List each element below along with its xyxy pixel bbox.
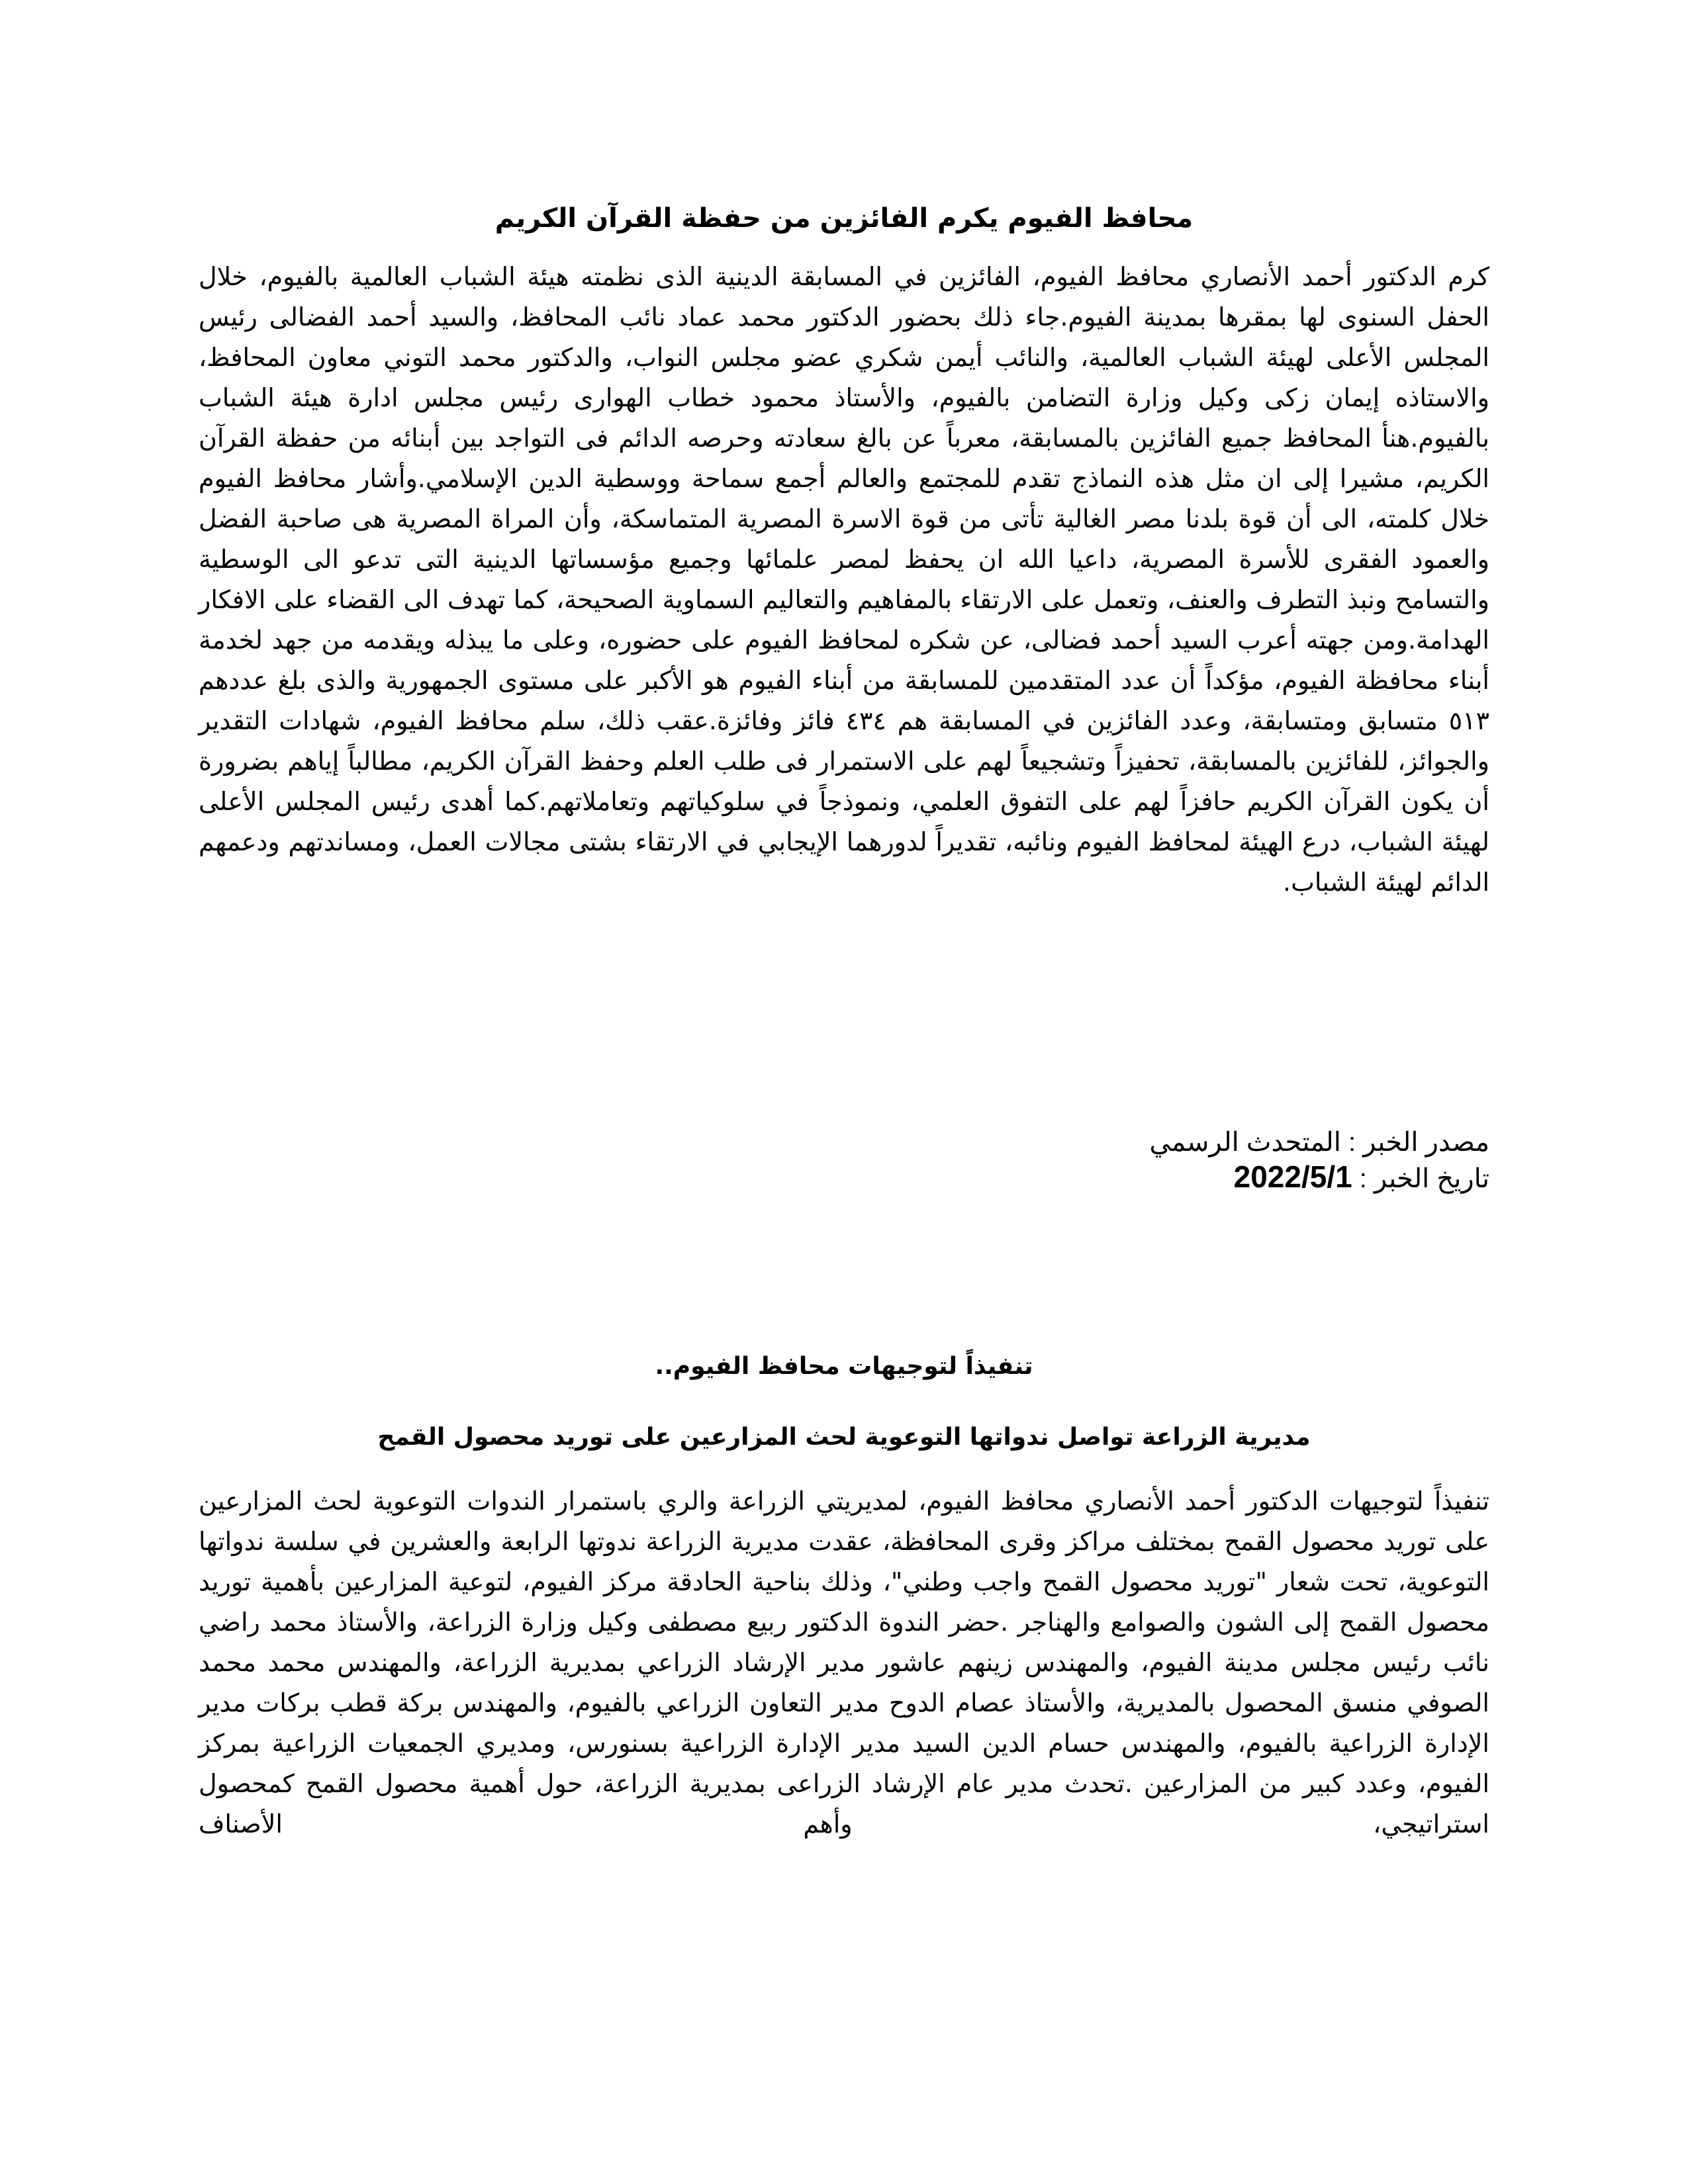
article2-kicker: تنفيذاً لتوجيهات محافظ الفيوم.. (655, 1353, 1033, 1380)
news-date-line (1149, 1160, 1489, 1196)
article1-source-block (1149, 1125, 1489, 1196)
news-date-label: تاريخ الخبر : (1352, 1164, 1489, 1193)
article2-body: تنفيذاً لتوجيهات الدكتور أحمد الأنصاري محافظ الفيوم، لمديريتي الزراعة والري باستمرار الندوات التوعوية لحث المزارعين على توريد محصول القمح بمختلف مراكز وقرى المحافظة، عقدت مديرية الزراعة ندوتها الرابعة والعشرين في سلسة ندواتها التوعوية، تحت شعار "توريد محصول القمح واجب وطني"، وذلك بناحية الحادقة مركز الفيوم، لتوعية المزارعين بأهمية توريد محصول القمح إلى الشون والصوامع والهناجر .حضر الندوة الدكتور ربيع مصطفى وكيل وزارة الزراعة، والأستاذ محمد راضي نائب رئيس مجلس مدينة الفيوم، والمهندس زينهم عاشور مدير الإرشاد الزراعي بمديرية الزراعة، والمهندس محمد محمد الصوفي منسق المحصول بالمديرية، والأستاذ عصام الدوح مدير التعاون الزراعي بالفيوم، والمهندس بركة قطب بركات مدير الإدارة الزراعية بالفيوم، والمهندس حسام الدين السيد مدير الإدارة الزراعية بسنورس، ومديري الجمعيات الزراعية بمركز الفيوم، وعدد كبير من المزارعين .تحدث مدير عام الإرشاد الزراعى بمديرية الزراعة، حول أهمية محصول القمح كمحصول استراتيجي، وأهم الأصناف (199, 1486, 1489, 1839)
news-source-line: مصدر الخبر : المتحدث الرسمي (1149, 1128, 1489, 1157)
article1-body: كرم الدكتور أحمد الأنصاري محافظ الفيوم، الفائزين في المسابقة الدينية الذى نظمته هيئة الشباب العالمية بالفيوم، خلال الحفل السنوى لها بمقرها بمدينة الفيوم.جاء ذلك بحضور الدكتور محمد عماد نائب المحافظ، والسيد أحمد الفضالى رئيس المجلس الأعلى لهيئة الشباب العالمية، والنائب أيمن شكري عضو مجلس النواب، والدكتور محمد التوني معاون المحافظ، والاستاذه إيمان زكى وكيل وزارة التضامن بالفيوم، والأستاذ محمود خطاب الهوارى رئيس مجلس ادارة هيئة الشباب بالفيوم.هنأ المحافظ جميع الفائزين بالمسابقة، معرباً عن بالغ سعادته وحرصه الدائم فى التواجد بين أبنائه من حفظة القرآن الكريم، مشيرا إلى ان مثل هذه النماذج تقدم للمجتمع والعالم أجمع سماحة ووسطية الدين الإسلامي.وأشار محافظ الفيوم خلال كلمته، الى أن قوة بلدنا مصر الغالية تأتى من قوة الاسرة المصرية المتماسكة، وأن المراة المصرية هى صاحبة الفضل والعمود الفقرى للأسرة المصرية، داعيا الله ان يحفظ لمصر علمائها وجميع مؤسساتها الدينية التى تدعو الى الوسطية والتسامح ونبذ التطرف والعنف، وتعمل على الارتقاء بالمفاهيم والتعاليم السماوية الصحيحة، كما تهدف الى القضاء على الافكار الهدامة.ومن جهته أعرب السيد أحمد فضالى، عن شكره لمحافظ الفيوم على حضوره، وعلى ما يبذله ويقدمه من جهد لخدمة أبناء محافظة الفيوم، مؤكداً أن عدد المتقدمين للمسابقة من أبناء الفيوم هو الأكبر على مستوى الجمهورية والذى بلغ عددهم ٥١٣ متسابق ومتسابقة، وعدد الفائزين في المسابقة هم ٤٣٤ فائز وفائزة.عقب ذلك، سلم محافظ الفيوم، شهادات التقدير والجوائز، للفائزين بالمسابقة، تحفيزاً وتشجيعاً لهم على الاستمرار فى طلب العلم وحفظ القرآن الكريم، مطالباً إياهم بضرورة أن يكون القرآن الكريم حافزاً لهم على التفوق العلمي، ونموذجاً في سلوكياتهم وتعاملاتهم.كما أهدى رئيس المجلس الأعلى لهيئة الشباب، درع الهيئة لمحافظ الفيوم ونائبه، تقديراً لدورهما الإيجابي في الارتقاء بشتى مجالات العمل، ومساندتهم ودعمهم الدائم لهيئة الشباب. (199, 262, 1489, 897)
article2-title: مديرية الزراعة تواصل ندواتها التوعوية لحث المزارعين على توريد محصول القمح (377, 1424, 1311, 1451)
news-date-value: 2022/5/1 (1233, 1160, 1352, 1194)
article1-title: محافظ الفيوم يكرم الفائزين من حفظة القرآن الكريم (494, 203, 1194, 234)
